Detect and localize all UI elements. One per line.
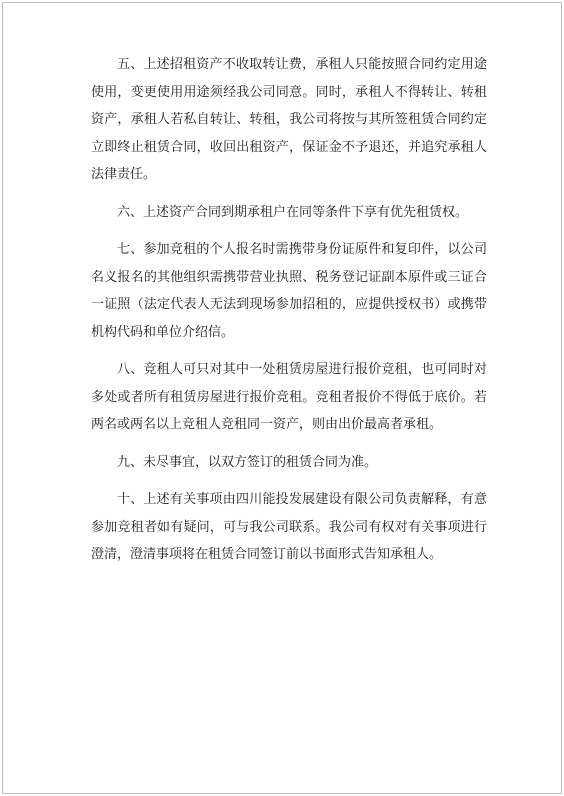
- paragraph-8: 八、竞租人可只对其中一处租赁房屋进行报价竞租，也可同时对多处或者所有租赁房屋进行报价竞租。竞租者报价不得低于底价。若两名或两名以上竞租人竞租同一资产，则由出价最高者承租。: [91, 362, 487, 432]
- paragraph-9: 九、未尽事宜，以双方签订的租赁合同为准。: [117, 454, 378, 470]
- paragraph-10: 十、上述有关事项由四川能投发展建设有限公司负责解释，有意参加竞租者如有疑问，可与我公司联系。我公司有权对有关事项进行澄清，澄清事项将在租赁合同签订前以书面形式告知承租人。: [91, 492, 487, 562]
- paragraph-7: 七、参加竞租的个人报名时需携带身份证原件和复印件，以公司名义报名的其他组织需携带营业执照、税务登记证副本原件或三证合一证照（法定代表人无法到现场参加招租的，应提供授权书）或携带机构代码和单位介绍信。: [91, 242, 487, 340]
- document-body: [91, 51, 487, 579]
- paragraph-5: 五、上述招租资产不收取转让费，承租人只能按照合同约定用途使用，变更使用用途须经我公司同意。同时，承租人不得转让、转租资产，承租人若私自转让、转租，我公司将按与其所签租赁合同约定立即终止租赁合同，收回出租资产，保证金不予退还，并追究承租人法律责任。: [91, 57, 487, 182]
- document-page: [2, 2, 562, 794]
- paragraph-6: 六、上述资产合同到期承租户在同等条件下享有优先租赁权。: [117, 204, 469, 220]
